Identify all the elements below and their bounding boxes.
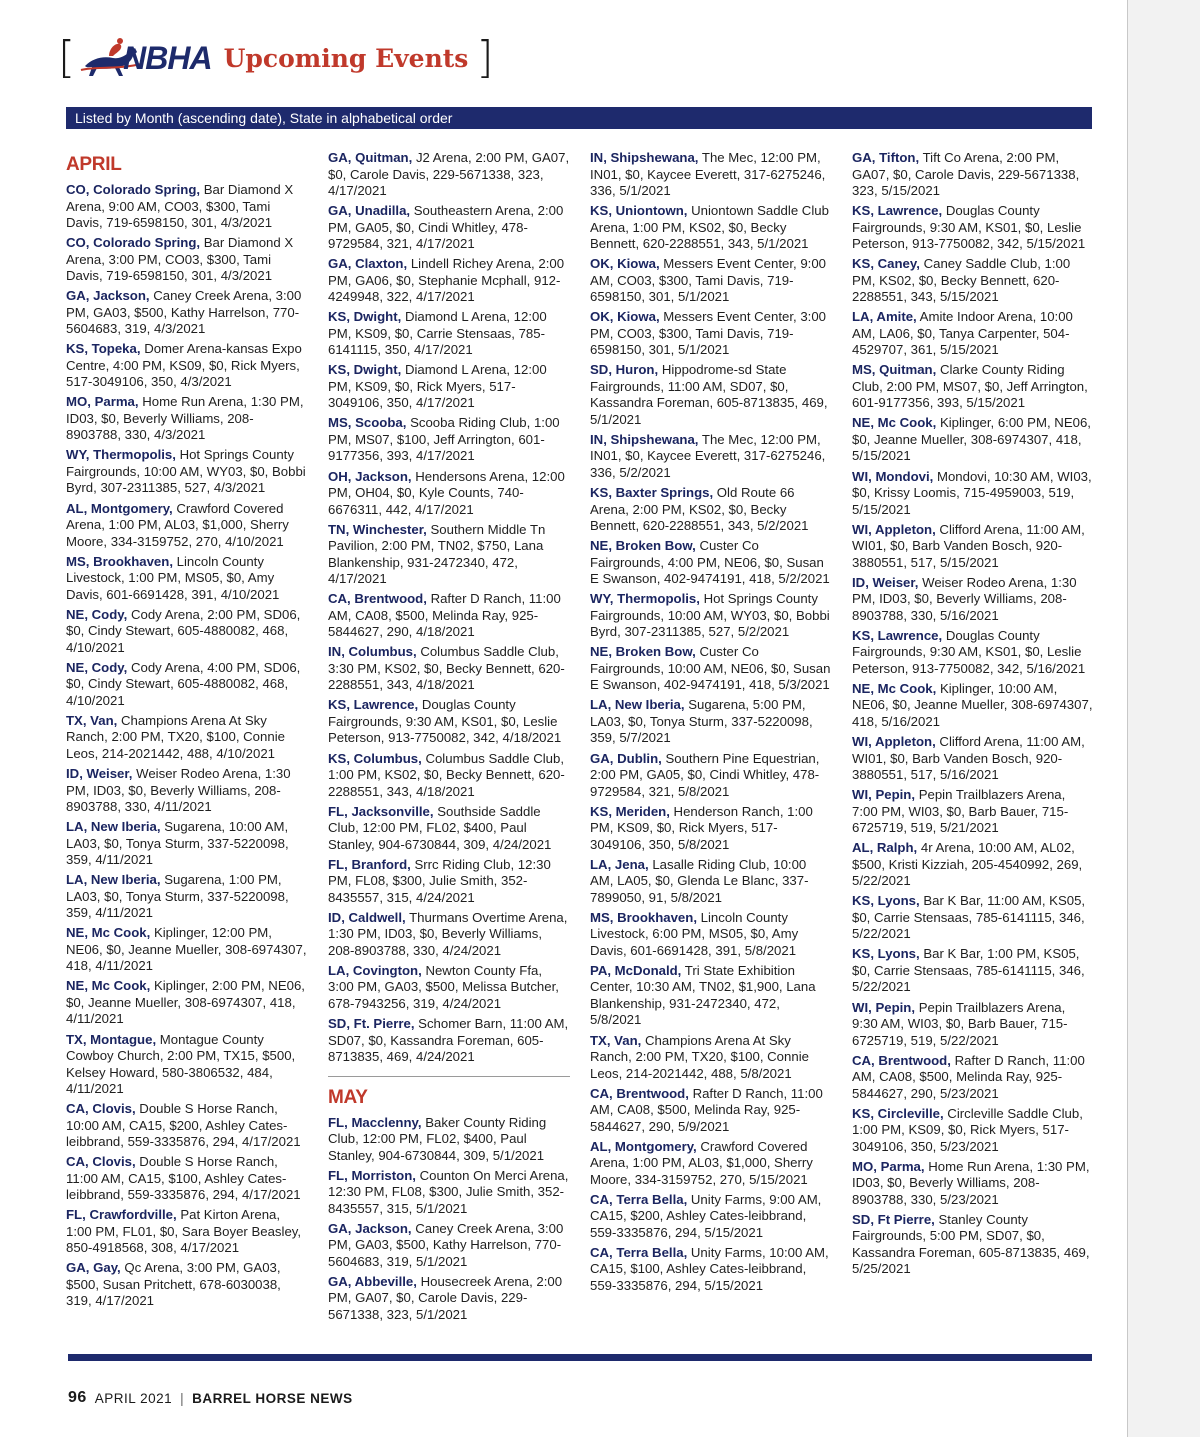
event-details: The Mec, 12:00 PM, IN01, $0, Kaycee Everett, 317-6275246, 336, 5/2/2021 [590,431,826,480]
event-listing [852,840,1094,890]
event-details: Clifford Arena, 11:00 AM, WI01, $0, Barb Vanden Bosch, 920-3880551, 517, 5/16/2021 [852,734,1085,783]
event-details: Custer Co Fairgrounds, 4:00 PM, NE06, $0, Susan E Swanson, 402-9474191, 418, 5/2/2021 [590,538,830,587]
month-divider [328,1076,570,1077]
listing-banner: Listed by Month (ascending date), State in alphabetical order [66,107,1092,129]
event-location: NE, Mc Cook, [66,925,151,941]
event-listing [590,432,832,482]
page-footer [68,1389,353,1407]
events-column-4 [852,150,1094,1281]
event-details: Messers Event Center, 9:00 AM, CO03, $300, Tami Davis, 719-6598150, 301, 5/1/2021 [590,256,827,305]
event-listing [590,644,832,694]
event-location: CA, Brentwood, [852,1052,951,1068]
event-location: NE, Mc Cook, [66,978,151,994]
event-details: Bar Diamond X Arena, 3:00 PM, CO03, $300, Tami Davis, 719-6598150, 301, 4/3/2021 [66,235,294,284]
event-listing [66,1260,308,1310]
event-details: Lincoln County Livestock, 1:00 PM, MS05, $0, Amy Davis, 601-6691428, 391, 4/10/2021 [66,553,280,602]
event-location: CA, Clovis, [66,1101,136,1117]
event-details: Bar K Bar, 1:00 PM, KS05, $0, Carrie Stensaas, 785-6141115, 346, 5/22/2021 [852,946,1085,995]
event-location: OK, Kiowa, [590,309,660,325]
event-details: Pepin Trailblazers Arena, 7:00 PM, WI03, $0, Barb Bauer, 715-6725719, 519, 5/21/2021 [852,787,1069,836]
event-listing [66,819,308,869]
event-listing [590,150,832,200]
event-listing [852,734,1094,784]
event-location: KS, Lyons, [852,893,920,909]
event-listing [590,751,832,801]
event-listing [66,607,308,657]
event-details: Southern Pine Equestrian, 2:00 PM, GA05, $0, Cindi Whitley, 478-9729584, 321, 5/8/2021 [590,750,820,799]
event-location: KS, Lawrence, [852,203,943,219]
event-listing [328,1115,570,1165]
event-listing [590,485,832,535]
event-details: Rafter D Ranch, 11:00 AM, CA08, $500, Melinda Ray, 925-5844627, 290, 5/23/2021 [852,1052,1085,1101]
event-details: Hot Springs County Fairgrounds, 10:00 AM, WY03, $0, Bobbi Byrd, 307-2311385, 527, 4/3/2021 [66,447,306,496]
event-listing [852,522,1094,572]
event-location: AL, Montgomery, [590,1138,697,1154]
event-details: Douglas County Fairgrounds, 9:30 AM, KS01, $0, Leslie Peterson, 913-7750082, 342, 5/15/2021 [852,203,1086,252]
event-location: LA, New Iberia, [590,697,685,713]
event-details: Henderson Ranch, 1:00 PM, KS09, $0, Rick Myers, 517-3049106, 350, 5/8/2021 [590,803,813,852]
event-details: Sugarena, 1:00 PM, LA03, $0, Tonya Sturm, 337-5220098, 359, 4/11/2021 [66,872,289,921]
events-column-2 [328,150,570,1327]
event-location: SD, Ft Pierre, [852,1211,935,1227]
event-location: MO, Parma, [852,1158,925,1174]
event-details: Cody Arena, 4:00 PM, SD06, $0, Cindy Stewart, 605-4880082, 468, 4/10/2021 [66,659,301,708]
event-location: KS, Dwight, [328,362,402,378]
event-details: Double S Horse Ranch, 10:00 AM, CA15, $200, Ashley Cates-leibbrand, 559-3335876, 294, 4/17/2021 [66,1101,301,1150]
event-location: FL, Branford, [328,856,411,872]
event-details: Pepin Trailblazers Arena, 9:30 AM, WI03, $0, Barb Bauer, 715-6725719, 519, 5/22/2021 [852,999,1068,1048]
event-details: Weiser Rodeo Arena, 1:30 PM, ID03, $0, Beverly Williams, 208-8903788, 330, 4/11/2021 [66,766,291,815]
event-location: OH, Jackson, [328,468,412,484]
event-details: Weiser Rodeo Arena, 1:30 PM, ID03, $0, Beverly Williams, 208-8903788, 330, 5/16/2021 [852,574,1077,623]
event-details: Double S Horse Ranch, 11:00 AM, CA15, $100, Ashley Cates-leibbrand, 559-3335876, 294, 4/17/2021 [66,1154,301,1203]
event-details: Hot Springs County Fairgrounds, 10:00 AM, WY03, $0, Bobbi Byrd, 307-2311385, 527, 5/2/2021 [590,591,830,640]
event-details: Southside Saddle Club, 12:00 PM, FL02, $400, Paul Stanley, 904-6730844, 309, 4/24/2021 [328,803,552,852]
event-details: J2 Arena, 2:00 PM, GA07, $0, Carole Davis, 229-5671338, 323, 4/17/2021 [328,150,570,198]
event-listing [66,341,308,391]
event-details: Champions Arena At Sky Ranch, 2:00 PM, TX20, $100, Connie Leos, 214-2021442, 488, 4/10/2021 [66,712,285,761]
event-details: Southeastern Arena, 2:00 PM, GA05, $0, Cindi Whitley, 478-9729584, 321, 4/17/2021 [328,203,564,252]
event-listing [590,804,832,854]
event-details: Unity Farms, 9:00 AM, CA15, $200, Ashley Cates-leibbrand, 559-3335876, 294, 5/15/2021 [590,1191,822,1240]
event-details: Stanley County Fairgrounds, 5:00 PM, SD07, $0, Kassandra Foreman, 605-8713835, 469, 5/25/2021 [852,1211,1090,1277]
event-location: KS, Baxter Springs, [590,485,714,501]
event-details: Domer Arena-kansas Expo Centre, 4:00 PM, KS09, $0, Rick Myers, 517-3049106, 350, 4/3/2021 [66,341,302,390]
event-listing [590,362,832,428]
event-details: Diamond L Arena, 12:00 PM, KS09, $0, Carrie Stensaas, 785-6141115, 350, 4/17/2021 [328,309,547,358]
event-details: Counton On Merci Arena, 12:30 PM, FL08, $300, Julie Smith, 352-8435557, 315, 5/1/2021 [328,1167,569,1216]
event-listing [852,681,1094,731]
event-details: Kiplinger, 12:00 PM, NE06, $0, Jeanne Mueller, 308-6974307, 418, 4/11/2021 [66,925,307,974]
event-details: Thurmans Overtime Arena, 1:30 PM, ID03, $0, Beverly Williams, 208-8903788, 330, 4/24/2021 [328,909,568,958]
event-details: Lincoln County Livestock, 6:00 PM, MS05, $0, Amy Davis, 601-6691428, 391, 5/8/2021 [590,909,799,958]
event-listing [328,1221,570,1271]
event-details: Caney Creek Arena, 3:00 PM, GA03, $500, Kathy Harrelson, 770-5604683, 319, 4/3/2021 [66,288,302,337]
event-location: TX, Van, [590,1032,642,1048]
event-location: GA, Jackson, [66,288,150,304]
event-listing [852,1000,1094,1050]
event-listing [590,1245,832,1295]
event-location: KS, Topeka, [66,341,141,357]
event-listing [66,660,308,710]
event-listing [66,501,308,551]
event-details: Clarke County Riding Club, 2:00 PM, MS07, $0, Jeff Arrington, 601-9177356, 393, 5/15/2021 [852,362,1088,411]
event-details: Messers Event Center, 3:00 PM, CO03, $300, Tami Davis, 719-6598150, 301, 5/1/2021 [590,309,827,358]
event-details: Pat Kirton Arena, 1:00 PM, FL01, $0, Sara Boyer Beasley, 850-4918568, 308, 4/17/2021 [66,1207,302,1256]
event-location: FL, Macclenny, [328,1114,422,1130]
masthead [58,34,494,82]
event-location: IN, Shipshewana, [590,150,699,165]
event-details: Bar K Bar, 11:00 AM, KS05, $0, Carrie Stensaas, 785-6141115, 346, 5/22/2021 [852,893,1086,942]
event-listing [590,256,832,306]
event-location: FL, Morriston, [328,1167,416,1183]
event-listing [66,1032,308,1098]
event-listing [590,538,832,588]
event-details: Circleville Saddle Club, 1:00 PM, KS09, $0, Rick Myers, 517-3049106, 350, 5/23/2021 [852,1105,1083,1154]
event-listing [590,857,832,907]
event-listing [328,1016,570,1066]
event-details: Lasalle Riding Club, 10:00 AM, LA05, $0, Glenda Le Blanc, 337-7899050, 91, 5/8/2021 [590,856,809,905]
event-details: Diamond L Arena, 12:00 PM, KS09, $0, Rick Myers, 517-3049106, 350, 4/17/2021 [328,362,547,411]
event-location: MS, Quitman, [852,362,937,378]
event-details: Clifford Arena, 11:00 AM, WI01, $0, Barb Vanden Bosch, 920-3880551, 517, 5/15/2021 [852,521,1085,570]
publication-name: BARREL HORSE NEWS [192,1390,353,1406]
event-location: KS, Dwight, [328,309,402,325]
event-listing [66,713,308,763]
event-details: Lindell Richey Arena, 2:00 PM, GA06, $0, Stephanie Mcphall, 912-4249948, 322, 4/17/2021 [328,256,565,305]
event-listing [66,872,308,922]
event-details: 4r Arena, 10:00 AM, AL02, $500, Kristi Kizziah, 205-4540992, 269, 5/22/2021 [852,840,1083,889]
event-location: CA, Terra Bella, [590,1191,688,1207]
event-listing [852,1212,1094,1278]
event-listing [66,288,308,338]
event-listing [328,591,570,641]
event-listing [590,591,832,641]
event-listing [66,182,308,232]
event-location: KS, Lyons, [852,946,920,962]
event-location: MS, Scooba, [328,415,407,431]
event-listing [328,203,570,253]
event-location: CA, Brentwood, [328,591,427,607]
event-listing [328,910,570,960]
event-details: Montague County Cowboy Church, 2:00 PM, TX15, $500, Kelsey Howard, 580-3806532, 484, 4/11/2021 [66,1031,296,1096]
event-details: Crawford Covered Arena, 1:00 PM, AL03, $1,000, Sherry Moore, 334-3159752, 270, 4/10/2021 [66,500,289,549]
event-listing [66,1101,308,1151]
issue-date: APRIL 2021 [94,1390,173,1406]
event-details: Cody Arena, 2:00 PM, SD06, $0, Cindy Stewart, 605-4880082, 468, 4/10/2021 [66,606,301,655]
event-location: MS, Brookhaven, [590,909,697,925]
event-listing [66,1154,308,1204]
event-location: CA, Clovis, [66,1154,136,1170]
event-listing [852,893,1094,943]
event-listing [328,522,570,588]
footer-rule [68,1354,1092,1361]
event-listing [328,1168,570,1218]
event-location: CA, Brentwood, [590,1085,689,1101]
event-details: Custer Co Fairgrounds, 10:00 AM, NE06, $0, Susan E Swanson, 402-9474191, 418, 5/3/2021 [590,644,831,693]
event-location: KS, Uniontown, [590,203,688,219]
event-listing [328,697,570,747]
event-location: ID, Weiser, [66,766,133,782]
right-bracket: ] [476,32,494,83]
event-details: Douglas County Fairgrounds, 9:30 AM, KS01, $0, Leslie Peterson, 913-7750082, 342, 4/18/2021 [328,697,562,746]
event-location: KS, Meriden, [590,803,670,819]
event-location: WY, Thermopolis, [66,447,176,463]
event-listing [328,644,570,694]
event-details: Douglas County Fairgrounds, 9:30 AM, KS01, $0, Leslie Peterson, 913-7750082, 342, 5/16/2021 [852,627,1086,676]
page-number: 96 [68,1389,87,1406]
event-details: Scooba Riding Club, 1:00 PM, MS07, $100, Jeff Arrington, 601-9177356, 393, 4/17/2021 [328,415,560,464]
event-location: OK, Kiowa, [590,256,660,272]
event-details: Kiplinger, 6:00 PM, NE06, $0, Jeanne Mueller, 308-6974307, 418, 5/15/2021 [852,415,1091,464]
events-column-3 [590,150,832,1298]
event-listing [328,362,570,412]
event-details: Hippodrome-sd State Fairgrounds, 11:00 AM, SD07, $0, Kassandra Foreman, 605-8713835, 469, 5/1/2021 [590,362,828,427]
event-listing [66,235,308,285]
event-location: WI, Appleton, [852,521,936,537]
event-location: ID, Weiser, [852,574,919,590]
event-listing [852,309,1094,359]
event-location: NE, Broken Bow, [590,538,696,554]
event-location: NE, Mc Cook, [852,415,937,431]
event-listing [328,415,570,465]
event-listing [852,1053,1094,1103]
month-heading: APRIL [66,154,122,175]
event-location: KS, Lawrence, [328,697,419,713]
event-location: NE, Cody, [66,606,128,622]
event-details: Kiplinger, 10:00 AM, NE06, $0, Jeanne Mueller, 308-6974307, 418, 5/16/2021 [852,680,1093,729]
event-listing [328,1274,570,1324]
event-details: Home Run Arena, 1:30 PM, ID03, $0, Beverly Williams, 208-8903788, 330, 4/3/2021 [66,394,304,443]
event-details: Rafter D Ranch, 11:00 AM, CA08, $500, Melinda Ray, 925-5844627, 290, 4/18/2021 [328,591,561,640]
event-listing [590,1033,832,1083]
event-location: LA, New Iberia, [66,819,161,835]
event-details: Uniontown Saddle Club Arena, 1:00 PM, KS02, $0, Becky Bennett, 620-2288551, 343, 5/1/2021 [590,203,829,252]
event-location: KS, Circleville, [852,1105,944,1121]
event-location: MS, Brookhaven, [66,553,173,569]
event-listing [852,628,1094,678]
event-details: Bar Diamond X Arena, 9:00 AM, CO03, $300, Tami Davis, 719-6598150, 301, 4/3/2021 [66,182,294,230]
event-details: Crawford Covered Arena, 1:00 PM, AL03, $1,000, Sherry Moore, 334-3159752, 270, 5/15/2021 [590,1138,813,1187]
event-details: Qc Arena, 3:00 PM, GA03, $500, Susan Pritchett, 678-6030038, 319, 4/17/2021 [66,1260,281,1309]
event-details: Baker County Riding Club, 12:00 PM, FL02, $400, Paul Stanley, 904-6730844, 309, 5/1/2021 [328,1114,547,1163]
event-details: Southern Middle Tn Pavilion, 2:00 PM, TN02, $750, Lana Blankenship, 931-2472340, 472, 4/17/2021 [328,521,546,587]
event-details: Tri State Exhibition Center, 10:30 AM, TN02, $1,900, Lana Blankenship, 931-2472340, 472, 5/8/2021 [590,962,816,1028]
event-listing [590,697,832,747]
event-location: GA, Claxton, [328,256,408,272]
event-listing [590,963,832,1029]
event-location: KS, Lawrence, [852,627,943,643]
event-details: Columbus Saddle Club, 1:00 PM, KS02, $0, Becky Bennett, 620-2288551, 343, 4/18/2021 [328,750,565,799]
event-location: GA, Gay, [66,1260,121,1276]
event-details: Home Run Arena, 1:30 PM, ID03, $0, Beverly Williams, 208-8903788, 330, 5/23/2021 [852,1158,1090,1207]
event-location: NE, Broken Bow, [590,644,696,660]
event-location: AL, Ralph, [852,840,918,856]
event-listing [66,394,308,444]
event-details: Mondovi, 10:30 AM, WI03, $0, Krissy Loomis, 715-4959003, 519, 5/15/2021 [852,468,1092,517]
event-location: CO, Colorado Spring, [66,235,201,251]
event-listing [66,766,308,816]
event-listing [852,787,1094,837]
event-listing [66,978,308,1028]
event-details: Caney Creek Arena, 3:00 PM, GA03, $500, Kathy Harrelson, 770-5604683, 319, 5/1/2021 [328,1220,564,1269]
nbha-logo [79,36,211,80]
event-location: NE, Mc Cook, [852,680,937,696]
event-location: GA, Dublin, [590,750,662,766]
event-details: Sugarena, 5:00 PM, LA03, $0, Tonya Sturm, 337-5220098, 359, 5/7/2021 [590,697,813,746]
month-heading: MAY [328,1086,368,1108]
logo-text: NBHA [123,39,212,76]
event-details: Srrc Riding Club, 12:30 PM, FL08, $300, Julie Smith, 352-8435557, 315, 4/24/2021 [328,856,551,905]
event-location: NE, Cody, [66,659,128,675]
event-listing [328,469,570,519]
event-location: GA, Quitman, [328,150,413,165]
event-location: MO, Parma, [66,394,139,410]
event-listing [328,963,570,1013]
event-listing [852,469,1094,519]
event-listing [590,910,832,960]
event-location: GA, Unadilla, [328,203,411,219]
footer-separator: | [180,1390,185,1406]
event-details: Sugarena, 10:00 AM, LA03, $0, Tonya Sturm, 337-5220098, 359, 4/11/2021 [66,819,289,868]
event-details: Champions Arena At Sky Ranch, 2:00 PM, TX20, $100, Connie Leos, 214-2021442, 488, 5/8/2021 [590,1032,809,1081]
event-location: LA, Jena, [590,856,649,872]
event-location: SD, Ft. Pierre, [328,1016,415,1031]
event-location: LA, Amite, [852,309,917,325]
event-location: LA, Covington, [328,962,422,978]
left-bracket: [ [58,32,76,83]
event-listing [852,256,1094,306]
event-location: PA, McDonald, [590,962,682,978]
event-location: WI, Mondovi, [852,468,934,484]
event-details: Columbus Saddle Club, 3:30 PM, KS02, $0, Becky Bennett, 620-2288551, 343, 4/18/2021 [328,644,565,693]
events-column-1 [66,150,308,1313]
event-details: Caney Saddle Club, 1:00 PM, KS02, $0, Becky Bennett, 620-2288551, 343, 5/15/2021 [852,256,1071,305]
event-details: Schomer Barn, 11:00 AM, SD07, $0, Kassandra Foreman, 605-8713835, 469, 4/24/2021 [328,1016,569,1064]
event-listing [66,1207,308,1257]
page-title: Upcoming Events [223,43,469,73]
event-location: TN, Winchester, [328,521,427,537]
event-location: TX, Van, [66,712,118,728]
event-listing [852,1106,1094,1156]
event-listing [852,415,1094,465]
event-listing [852,1159,1094,1209]
event-listing [328,309,570,359]
event-details: Unity Farms, 10:00 AM, CA15, $100, Ashley Cates-leibbrand, 559-3335876, 294, 5/15/2021 [590,1244,829,1293]
event-listing [852,150,1094,200]
event-location: TX, Montague, [66,1031,157,1047]
event-details: Hendersons Arena, 12:00 PM, OH04, $0, Kyle Counts, 740-6676311, 442, 4/17/2021 [328,468,565,517]
event-location: ID, Caldwell, [328,909,406,925]
event-listing [328,857,570,907]
page-edge [1127,0,1200,1437]
event-listing [590,203,832,253]
event-listing [328,256,570,306]
event-details: Amite Indoor Arena, 10:00 AM, LA06, $0, Tanya Carpenter, 504-4529707, 361, 5/15/2021 [852,309,1073,358]
event-location: WI, Appleton, [852,734,936,750]
event-details: Newton County Ffa, 3:00 PM, GA03, $500, Melissa Butcher, 678-7943256, 319, 4/24/2021 [328,962,559,1011]
event-listing [66,447,308,497]
event-listing [328,804,570,854]
event-location: AL, Montgomery, [66,500,173,516]
event-location: WI, Pepin, [852,999,916,1015]
event-listing [590,309,832,359]
event-listing [852,362,1094,412]
event-location: FL, Jacksonville, [328,803,434,819]
event-location: WI, Pepin, [852,787,916,803]
event-listing [852,203,1094,253]
event-details: Rafter D Ranch, 11:00 AM, CA08, $500, Melinda Ray, 925-5844627, 290, 5/9/2021 [590,1085,823,1134]
event-listing [852,946,1094,996]
event-listing [590,1139,832,1189]
event-location: CO, Colorado Spring, [66,182,201,197]
event-listing [590,1086,832,1136]
event-details: Tift Co Arena, 2:00 PM, GA07, $0, Carole Davis, 229-5671338, 323, 5/15/2021 [852,150,1080,198]
event-details: The Mec, 12:00 PM, IN01, $0, Kaycee Everett, 317-6275246, 336, 5/1/2021 [590,150,826,198]
event-location: SD, Huron, [590,362,659,378]
event-location: FL, Crawfordville, [66,1207,177,1223]
event-location: GA, Tifton, [852,150,920,165]
event-location: LA, New Iberia, [66,872,161,888]
event-listing [66,554,308,604]
event-listing [66,925,308,975]
event-listing [328,751,570,801]
event-details: Old Route 66 Arena, 2:00 PM, KS02, $0, Becky Bennett, 620-2288551, 343, 5/2/2021 [590,485,809,534]
event-details: Kiplinger, 2:00 PM, NE06, $0, Jeanne Mueller, 308-6974307, 418, 4/11/2021 [66,978,305,1027]
event-location: CA, Terra Bella, [590,1244,688,1260]
event-location: GA, Abbeville, [328,1273,417,1289]
event-listing [852,575,1094,625]
event-location: IN, Columbus, [328,644,417,660]
event-listing [328,150,570,200]
event-location: IN, Shipshewana, [590,431,699,447]
event-details: Housecreek Arena, 2:00 PM, GA07, $0, Carole Davis, 229-5671338, 323, 5/1/2021 [328,1273,563,1322]
event-location: KS, Columbus, [328,750,422,766]
event-location: GA, Jackson, [328,1220,412,1236]
event-location: KS, Caney, [852,256,920,272]
event-listing [590,1192,832,1242]
event-location: WY, Thermopolis, [590,591,700,607]
